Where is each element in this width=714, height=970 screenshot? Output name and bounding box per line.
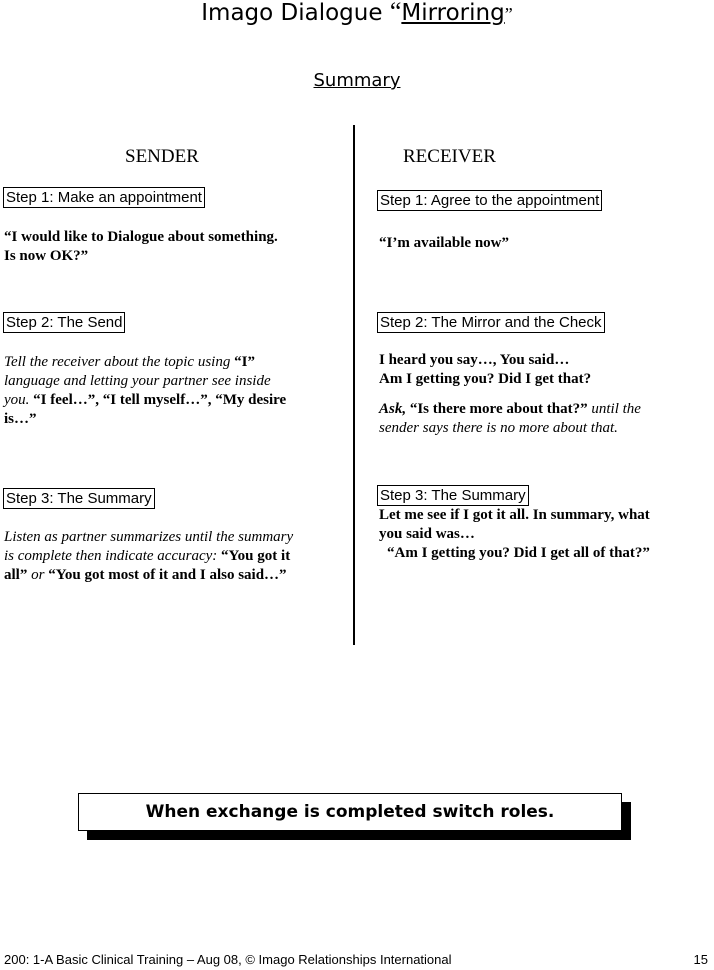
sender-step1-line: “I would like to Dialogue about something. (4, 229, 278, 245)
receiver-step3-line: “Am I getting you? Did I get all of that?” (387, 545, 650, 561)
sender-step2-line: is…” (4, 411, 37, 427)
sender-step1-label: Step 1: Make an appointment (3, 187, 205, 208)
sender-step1-text (4, 228, 278, 266)
sender-step3-line: Listen as partner summarizes until the summary (4, 529, 294, 545)
receiver-step2-line: sender says there is no more about that. (379, 420, 618, 436)
receiver-step3-line: Let me see if I got it all. In summary, what (379, 507, 650, 523)
receiver-step2-line: Am I getting you? Did I get that? (379, 371, 592, 387)
sender-step3-line: is complete then indicate accuracy: “You got it (4, 548, 291, 564)
sender-step3-line: all” or “You got most of it and I also said…” (4, 567, 287, 583)
receiver-step3-text (379, 506, 650, 563)
page-title (0, 0, 714, 27)
title-word: Mirroring (401, 0, 505, 26)
footer-text: 200: 1-A Basic Clinical Training – Aug 08, © Imago Relationships International (4, 952, 452, 967)
receiver-step3-line: you said was… (379, 526, 475, 542)
sender-step1-line: Is now OK?” (4, 248, 89, 264)
title-open-quote: “ (389, 0, 402, 26)
sender-step2-line: you. “I feel…”, “I tell myself…”, “My desire (4, 392, 287, 408)
page-subtitle: Summary (313, 70, 401, 91)
receiver-step1-label: Step 1: Agree to the appointment (377, 190, 602, 211)
sender-heading: SENDER (125, 146, 199, 167)
switch-roles-banner: When exchange is completed switch roles. (78, 793, 622, 831)
sender-step2-line: language and letting your partner see inside (4, 373, 271, 389)
receiver-step2-label: Step 2: The Mirror and the Check (377, 312, 605, 333)
sender-step2-line: Tell the receiver about the topic using “I” (4, 354, 255, 370)
receiver-step2-text (379, 351, 641, 438)
sender-step2-text (4, 353, 286, 429)
title-close-quote: ” (504, 4, 513, 24)
title-prefix: Imago Dialogue (201, 0, 390, 26)
receiver-step1-text: “I’m available now” (379, 235, 510, 251)
page-number: 15 (693, 952, 708, 967)
column-divider (353, 125, 355, 645)
sender-step3-label: Step 3: The Summary (3, 488, 155, 509)
receiver-step2-line: I heard you say…, You said… (379, 352, 570, 368)
receiver-heading: RECEIVER (403, 146, 496, 167)
receiver-step3-label: Step 3: The Summary (377, 485, 529, 506)
sender-step3-text (4, 528, 293, 585)
sender-step2-label: Step 2: The Send (3, 312, 125, 333)
receiver-step2-line: Ask, “Is there more about that?” until the (379, 401, 641, 417)
